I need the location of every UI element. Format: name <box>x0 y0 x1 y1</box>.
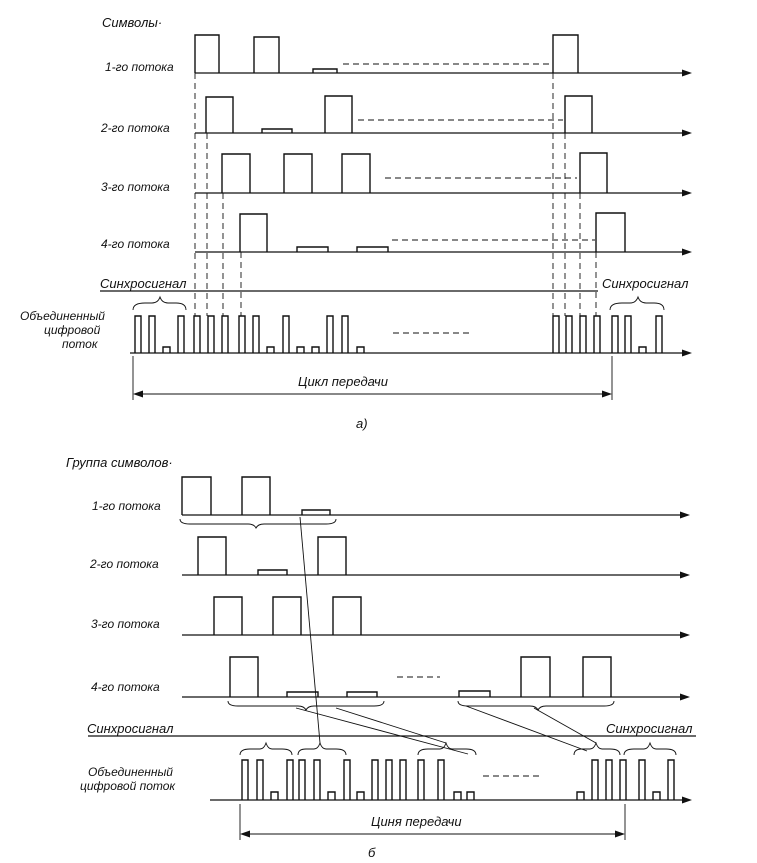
b-pulse-low <box>302 510 330 515</box>
a-pulse <box>596 213 625 252</box>
b-header: Группа символов· <box>66 455 173 470</box>
a-arrow-4 <box>682 249 692 256</box>
b-row-label-3: 3-го потока <box>91 617 160 631</box>
a-pulse-low <box>357 247 388 252</box>
diagram-b <box>66 455 696 860</box>
b-pulse <box>242 477 270 515</box>
a-cycle-label: Цикл передачи <box>298 374 388 389</box>
a-row-label-4: 4-го потока <box>101 237 170 251</box>
a-sync-label-right: Синхросигнал <box>602 276 689 291</box>
b-sync-label-left: Синхросигнал <box>87 721 174 736</box>
a-row-label-1: 1-го потока <box>105 60 174 74</box>
a-header: Символы· <box>102 15 163 30</box>
b-pulse <box>318 537 346 575</box>
a-pulse <box>254 37 279 73</box>
b-pulse-low <box>258 570 287 575</box>
b-cycle-label: Циня передачи <box>371 814 462 829</box>
diagram-a <box>20 15 692 431</box>
a-pulse <box>222 154 250 193</box>
b-pulse <box>583 657 611 697</box>
b-sync-label-right: Синхросигнал <box>606 721 693 736</box>
b-group-brace-4 <box>228 701 384 710</box>
a-combined-label-3: поток <box>62 337 98 351</box>
b-stream-brace <box>418 743 476 755</box>
a-row-label-3: 3-го потока <box>101 180 170 194</box>
b-pulse <box>214 597 242 635</box>
b-pulse <box>333 597 361 635</box>
b-pulse <box>182 477 211 515</box>
a-pulse <box>565 96 592 133</box>
b-pulse-low <box>347 692 377 697</box>
a-combined-label-1: Объединенный <box>20 309 105 323</box>
b-pulse <box>273 597 301 635</box>
b-row-label-4: 4-го потока <box>91 680 160 694</box>
b-caption: б <box>368 845 376 860</box>
b-group-brace-1 <box>180 519 336 528</box>
a-pulse <box>580 153 607 193</box>
a-pulse <box>284 154 312 193</box>
b-stream-brace <box>240 743 292 755</box>
b-pulse <box>521 657 550 697</box>
a-arrow-1 <box>682 70 692 77</box>
a-sync-brace-right <box>610 297 664 310</box>
b-pulse-low <box>287 692 318 697</box>
a-pulse <box>325 96 352 133</box>
a-pulse <box>195 35 219 73</box>
a-arrow-2 <box>682 130 692 137</box>
a-sync-label-left: Синхросигнал <box>100 276 187 291</box>
a-row-label-2: 2-го потока <box>101 121 170 135</box>
b-row-label-1: 1-го потока <box>92 499 161 513</box>
b-combined-label-2: цифровой поток <box>80 779 176 793</box>
a-sync-brace-left <box>133 297 186 310</box>
b-combined-stream <box>242 760 674 800</box>
a-arrow-combined <box>682 350 692 357</box>
b-stream-brace <box>298 743 346 755</box>
a-pulse <box>206 97 233 133</box>
b-row-label-2: 2-го потока <box>90 557 159 571</box>
a-correspondence-lines <box>195 73 596 316</box>
b-stream-brace <box>624 743 676 755</box>
a-pulse <box>342 154 370 193</box>
a-combined-stream <box>135 316 662 353</box>
b-pulse <box>198 537 226 575</box>
a-caption: а) <box>356 416 368 431</box>
b-pulse <box>230 657 258 697</box>
a-pulse <box>553 35 578 73</box>
a-combined-label-2: цифровой <box>44 323 101 337</box>
b-combined-label-1: Объединенный <box>88 765 173 779</box>
a-pulse-low <box>297 247 328 252</box>
a-arrow-3 <box>682 190 692 197</box>
b-pulse-low <box>459 691 490 697</box>
a-pulse <box>240 214 267 252</box>
